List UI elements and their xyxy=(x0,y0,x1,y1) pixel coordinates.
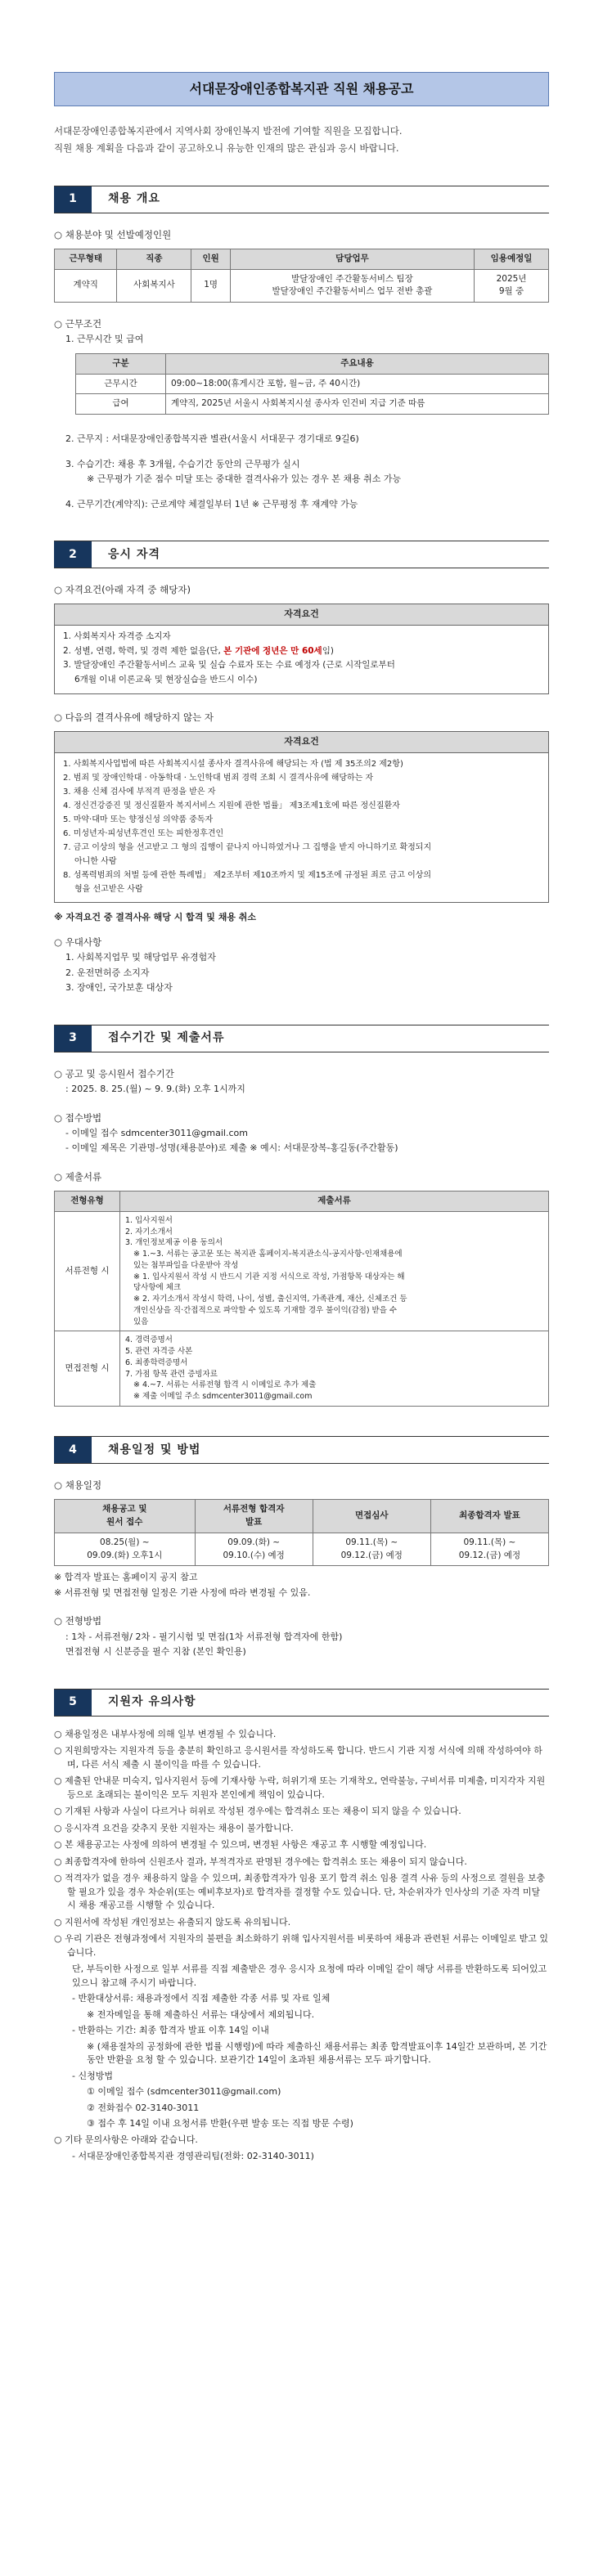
duty-line: 발달장애인 주간활동서비스 업무 전반 총괄 xyxy=(272,286,433,297)
section-number: 1 xyxy=(54,186,92,213)
method-line: 면접전형 시 신분증을 필수 지참 (본인 확인용) xyxy=(65,1646,246,1657)
section-title: 채용 개요 xyxy=(108,192,160,205)
table-header: 서류전형 합격자 발표 xyxy=(195,1500,313,1533)
table-header: 근무형태 xyxy=(55,249,117,269)
notice-item: ○ 기타 문의사항은 아래와 같습니다. xyxy=(54,2134,549,2147)
disqualification-box xyxy=(54,731,549,903)
section-header-overview xyxy=(54,186,549,213)
subheading: ○ 자격요건(아래 자격 중 해당자) xyxy=(54,583,549,597)
notice-sub: ※ (채용절차의 공정화에 관한 법률 시행령)에 따라 제출하신 채용서류는 최종 합격발표이후 14일간 보관하며, 본 기간 동안 반환을 요청 할 수 있습니다. 보관기간 14일이 초과된 채용서류는 모두 파기합니다. xyxy=(87,2040,547,2065)
condition-line: 3. 수습기간: 채용 후 3개월, 수습기간 동안의 근무평가 실시 xyxy=(65,458,300,469)
cell-docs xyxy=(120,1331,549,1407)
subheading: ○ 제출서류 xyxy=(54,1170,549,1184)
doc-item: ※ 1. 입사지원서 작성 시 반드시 기관 지정 서식으로 작성, 가점항목 대상자는 해 xyxy=(133,1272,405,1281)
table-header: 인원 xyxy=(191,249,231,269)
section-header-qualification xyxy=(54,541,549,568)
notice-list xyxy=(54,1728,549,2164)
condition-line: 4. 근무기간(계약직): 근로계약 체결일부터 1년 ※ 근무평정 후 재계약 가능 xyxy=(65,498,358,509)
duty-line: 발달장애인 주간활동서비스 팀장 xyxy=(291,273,413,284)
cell-job: 사회복지사 xyxy=(117,269,191,303)
schedule-note: ※ 합격자 발표는 홈페이지 공지 참고 xyxy=(54,1572,198,1583)
table-header: 채용공고 및 원서 접수 xyxy=(55,1500,196,1533)
table-header: 제출서류 xyxy=(120,1192,549,1212)
table-row xyxy=(76,374,549,394)
table-header: 직종 xyxy=(117,249,191,269)
doc-item: 있음 xyxy=(133,1317,149,1326)
cell-type: 면접전형 시 xyxy=(55,1331,120,1407)
list-item: 3. 발달장애인 주간활동서비스 교육 및 실습 수료자 또는 수료 예정자 (근로 시작일로부터 xyxy=(63,660,395,671)
doc-item: 4. 경력증명서 xyxy=(125,1335,173,1345)
cell-type: 서류전형 시 xyxy=(55,1211,120,1331)
doc-item: ※ 2. 자기소개서 작성시 학력, 나이, 성별, 출신지역, 가족관계, 재산, 신체조건 등 xyxy=(133,1295,407,1304)
doc-item: 6. 최종학력증명서 xyxy=(125,1358,188,1367)
intro-line: 서대문장애인종합복지관에서 지역사회 장애인복지 발전에 기여할 직원을 모집합니다. xyxy=(54,125,403,137)
doc-item: 1. 입사지원서 xyxy=(125,1215,173,1225)
intro-line: 직원 채용 계획을 다음과 같이 공고하오니 유능한 인재의 많은 관심과 응시 바랍니다. xyxy=(54,142,399,155)
method-line: - 이메일 접수 sdmcenter3011@gmail.com xyxy=(65,1127,248,1138)
list-item: 5. 마약·대마 또는 향정신성 의약품 중독자 xyxy=(63,815,214,824)
subheading: ○ 전형방법 xyxy=(54,1614,549,1628)
cell-value: 계약직, 2025년 서울시 사회복지시설 종사자 인건비 지급 기준 따름 xyxy=(166,394,549,415)
section-title: 채용일정 및 방법 xyxy=(108,1443,201,1456)
table-header: 면접심사 xyxy=(313,1500,430,1533)
table-row xyxy=(55,1331,549,1407)
subheading: ○ 채용일정 xyxy=(54,1479,549,1492)
list-item: 4. 정신건강증진 및 정신질환자 복지서비스 지원에 관한 법률」 제3조제1호에 따른 정신질환자 xyxy=(63,801,400,810)
notice-item: ○ 채용일정은 내부사정에 의해 일부 변경될 수 있습니다. xyxy=(54,1728,549,1742)
notice-item: ○ 지원서에 작성된 개인정보는 유출되지 않도록 유의됩니다. xyxy=(54,1916,549,1930)
list-item: 6. 미성년자·피성년후견인 또는 피한정후견인 xyxy=(63,828,224,838)
cell-key: 근무시간 xyxy=(76,374,166,394)
table-row xyxy=(55,269,549,303)
schedule-cell: 09.09.(화) ~ 09.10.(수) 예정 xyxy=(195,1533,313,1566)
notice-sub: ② 전화접수 02-3140-3011 xyxy=(87,2102,200,2113)
table-row xyxy=(76,394,549,415)
notice-item: ○ 적격자가 없을 경우 채용하지 않을 수 있으며, 최종합격자가 임용 포기 합격 취소 임용 결격 사유 등의 사정으로 결원을 보충할 필요가 있을 경우 차순위(또는 예비후보자)로 합격자를 결정할 수도 있습니다. 단, 차순위자가 인사상의 기준 자격 미달 시 채용 재공고를 시행할 수 있습니다. xyxy=(54,1872,549,1913)
section-title: 접수기간 및 제출서류 xyxy=(108,1031,225,1045)
table-header: 임용예정일 xyxy=(475,249,549,269)
notice-sub: ③ 접수 후 14일 이내 요청서류 반환(우편 발송 또는 직접 방문 수령) xyxy=(87,2118,353,2129)
doc-item: 당사항에 체크 xyxy=(133,1283,182,1293)
method-line: - 이메일 제목은 기관명-성명(채용분야)로 제출 ※ 예시: 서대문장복-홍길동(주간활동) xyxy=(65,1142,398,1154)
condition-line: 1. 근무시간 및 급여 xyxy=(65,334,144,345)
notice-sub: ① 이메일 접수 (sdmcenter3011@gmail.com) xyxy=(87,2086,281,2097)
condition-table xyxy=(75,353,549,415)
notice-item: ○ 우리 기관은 전형과정에서 지원자의 불편을 최소화하기 위해 입사지원서를 비롯하여 채용과 관련된 서류는 이메일로 받고 있습니다. xyxy=(54,1932,549,1959)
notice-item: ○ 지원희망자는 지원자격 등을 충분히 확인하고 응시원서를 작성하도록 합니다. 반드시 기관 지정 서식에 의해 작성하여야 하며, 다른 서식 제출 시 불이익을 따를 수 있습니다. xyxy=(54,1744,549,1771)
schedule-cell: 09.11.(목) ~ 09.12.(금) 예정 xyxy=(313,1533,430,1566)
condition-line: 2. 근무지 : 서대문장애인종합복지관 별관(서울시 서대문구 경기대로 9길6) xyxy=(65,433,359,444)
cell-docs xyxy=(120,1211,549,1331)
highlight-text: 본 기관에 정년은 만 60세 xyxy=(223,645,322,656)
text-part: 임) xyxy=(322,645,334,656)
doc-item: ※ 1.~3. 서류는 공고문 또는 복지관 홈페이지-복지관소식-공지사항-인재채용에 xyxy=(133,1250,403,1259)
list-item: 2. 범죄 및 장애인학대 · 아동학대 · 노인학대 범죄 경력 조회 시 결격사유에 해당하는 자 xyxy=(63,773,374,783)
list-item: 7. 금고 이상의 형을 선고받고 그 형의 집행이 끝나지 아니하였거나 그 집행을 받지 아니하기로 확정되지 xyxy=(63,842,432,852)
cell-value: 09:00~18:00(휴게시간 포함, 월~금, 주 40시간) xyxy=(166,374,549,394)
doc-item: 2. 자기소개서 xyxy=(125,1227,173,1236)
condition-note: ※ 근무평가 기준 점수 미달 또는 중대한 결격사유가 있는 경우 본 채용 취소 가능 xyxy=(87,473,402,484)
method-line: : 1차 - 서류전형/ 2차 - 필기시험 및 면접(1차 서류전형 합격자에 한함) xyxy=(65,1631,343,1642)
section-header-notices xyxy=(54,1689,549,1717)
subheading: ○ 공고 및 응시원서 접수기간 xyxy=(54,1067,549,1081)
cell-key: 급여 xyxy=(76,394,166,415)
schedule-note: ※ 서류전형 및 면접전형 일정은 기관 사정에 따라 변경될 수 있음. xyxy=(54,1586,311,1598)
notice-item: ○ 최종합격자에 한하여 신원조사 결과, 부적격자로 판명된 경우에는 합격취소 또는 채용이 되지 않습니다. xyxy=(54,1856,549,1869)
notice-sub: ※ 전자메일을 통해 제출하신 서류는 대상에서 제외됩니다. xyxy=(87,2008,315,2020)
notice-sub: 단, 부득이한 사정으로 일부 서류를 직접 제출받은 경우 응시자 요청에 따라 이메일 같이 해당 서류를 반환하도록 되어있고 있으니 참고해 주시기 바랍니다. xyxy=(72,1963,547,1988)
schedule-table xyxy=(54,1499,549,1566)
table-row xyxy=(55,1211,549,1331)
box-title: 자격요건 xyxy=(55,732,548,753)
subheading: ○ 근무조건 xyxy=(54,317,549,331)
cell-date xyxy=(475,269,549,303)
notice-sub: - 신청방법 xyxy=(72,2070,113,2081)
notice-sub: - 반환대상서류: 채용과정에서 직접 제출한 각종 서류 및 자료 일체 xyxy=(72,1993,331,2004)
notice-item: ○ 기재된 사항과 사실이 다르거나 허위로 작성된 경우에는 합격취소 또는 채용이 되지 않을 수 있습니다. xyxy=(54,1805,549,1819)
period-text: : 2025. 8. 25.(월) ~ 9. 9.(화) 오후 1시까지 xyxy=(65,1084,245,1094)
doc-item: ※ 4.~7. 서류는 서류전형 합격 시 이메일로 추가 제출 xyxy=(133,1380,317,1390)
section-number: 5 xyxy=(54,1690,92,1716)
pref-item: 3. 장애인, 국가보훈 대상자 xyxy=(65,982,173,994)
table-header: 주요내용 xyxy=(166,353,549,374)
doc-item: 있는 첨부파일을 다운받아 작성 xyxy=(133,1260,239,1270)
disqualification-note: ※ 자격요건 중 결격사유 해당 시 합격 및 채용 취소 xyxy=(54,911,257,922)
section-number: 4 xyxy=(54,1437,92,1463)
date-line: 2025년 xyxy=(496,273,527,284)
list-item: 아니한 사람 xyxy=(74,856,117,866)
list-item xyxy=(63,645,540,658)
date-line: 9월 중 xyxy=(498,286,524,297)
notice-item: ○ 본 채용공고는 사정에 의하여 변경될 수 있으며, 변경된 사항은 재공고 후 시행할 예정입니다. xyxy=(54,1838,549,1852)
section-title: 응시 자격 xyxy=(108,547,160,561)
doc-item: 개인신상을 직·간접적으로 파악할 수 있도록 기재할 경우 불이익(감점) 받을 수 xyxy=(133,1305,398,1315)
list-item: 8. 성폭력범죄의 처벌 등에 관한 특례법」 제2조부터 제10조까지 및 제15조에 규정된 죄로 금고 이상의 xyxy=(63,870,432,880)
recruit-table xyxy=(54,249,549,303)
box-body xyxy=(55,753,548,902)
table-header: 담당업무 xyxy=(230,249,474,269)
notice-item: ○ 응시자격 요건을 갖추지 못한 지원자는 채용이 불가합니다. xyxy=(54,1822,549,1836)
notice-item: ○ 제출된 안내문 미숙지, 입사지원서 등에 기재사항 누락, 허위기재 또는 기재착오, 연락불능, 구비서류 미제출, 미지각자 지원 등으로 초래되는 불이익은 모두 지원자 본인에게 책임이 있습니다. xyxy=(54,1775,549,1802)
section-number: 3 xyxy=(54,1025,92,1052)
pref-item: 1. 사회복지업무 및 해당업무 유경험자 xyxy=(65,952,216,963)
list-item: 1. 사회복지사 자격증 소지자 xyxy=(63,631,171,641)
box-body xyxy=(55,626,548,693)
doc-item: ※ 제출 이메일 주소 sdmcenter3011@gmail.com xyxy=(133,1392,313,1402)
subheading: ○ 다음의 결격사유에 해당하지 않는 자 xyxy=(54,711,549,725)
notice-sub: - 서대문장애인종합복지관 경영관리팀(전화: 02-3140-3011) xyxy=(72,2151,314,2161)
doc-item: 3. 개인정보제공 이용 동의서 xyxy=(125,1238,223,1248)
schedule-cell: 08.25(월) ~ 09.09.(화) 오후1시 xyxy=(55,1533,196,1566)
table-row xyxy=(55,1533,549,1566)
list-item: 3. 채용 신체 검사에 부적격 판정을 받은 자 xyxy=(63,787,216,797)
subheading: ○ 우대사항 xyxy=(54,936,549,949)
box-title: 자격요건 xyxy=(55,604,548,626)
notice-sub: - 반환하는 기간: 최종 합격자 발표 이후 14일 이내 xyxy=(72,2025,269,2035)
list-item: 1. 사회복지사업법에 따른 사회복지시설 종사자 결격사유에 해당되는 자 (법 제 35조의2 제2항) xyxy=(63,759,403,769)
cell-duty xyxy=(230,269,474,303)
list-item: 6개월 이내 이론교육 및 현장실습을 반드시 이수) xyxy=(74,675,258,684)
documents-table xyxy=(54,1191,549,1407)
doc-item: 5. 관련 자격증 사본 xyxy=(125,1347,193,1357)
section-title: 지원자 유의사항 xyxy=(108,1695,196,1708)
pref-item: 2. 운전면허증 소지자 xyxy=(65,967,150,978)
cell-count: 1명 xyxy=(191,269,231,303)
page-title: 서대문장애인종합복지관 직원 채용공고 xyxy=(54,72,549,106)
table-header: 구분 xyxy=(76,353,166,374)
subheading: ○ 채용분야 및 선발예정인원 xyxy=(54,228,549,242)
qualification-box xyxy=(54,604,549,694)
cell-type: 계약직 xyxy=(55,269,117,303)
table-header: 전형유형 xyxy=(55,1192,120,1212)
table-header: 최종합격자 발표 xyxy=(430,1500,548,1533)
section-header-schedule xyxy=(54,1436,549,1464)
intro-text xyxy=(54,124,549,156)
list-item: 형을 선고받은 사람 xyxy=(74,884,143,894)
text-part: 2. 성별, 연령, 학력, 및 경력 제한 없음(단, xyxy=(63,645,224,656)
subheading: ○ 접수방법 xyxy=(54,1111,549,1125)
doc-item: 7. 가점 항목 관련 증빙자료 xyxy=(125,1369,218,1379)
schedule-cell: 09.11.(목) ~ 09.12.(금) 예정 xyxy=(430,1533,548,1566)
section-number: 2 xyxy=(54,541,92,568)
section-header-application xyxy=(54,1025,549,1052)
